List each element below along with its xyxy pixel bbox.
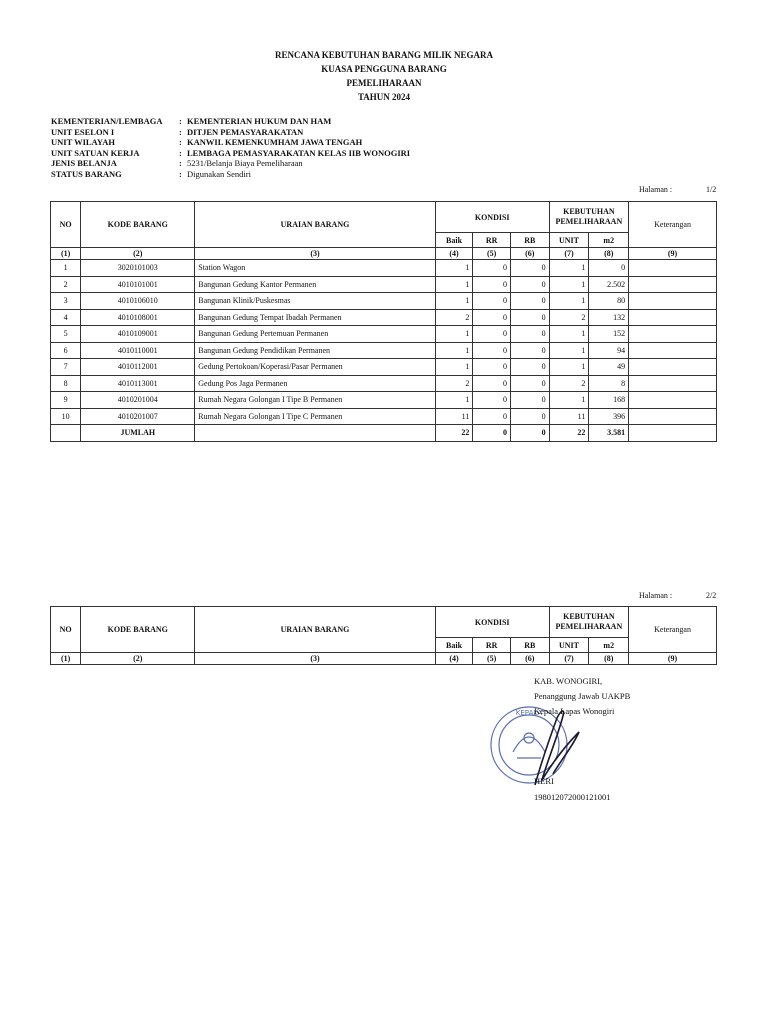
col-kondisi-header: KONDISI <box>435 202 549 233</box>
total-rb: 0 <box>510 425 549 442</box>
total-rr: 0 <box>473 425 511 442</box>
row-kode: 4010113001 <box>81 375 195 392</box>
row-unit: 11 <box>549 408 589 425</box>
row-no: 3 <box>51 293 81 310</box>
row-rr: 0 <box>473 375 511 392</box>
total-unit: 22 <box>549 425 589 442</box>
row-rr: 0 <box>473 293 511 310</box>
row-m2: 132 <box>589 309 629 326</box>
row-no: 9 <box>51 392 81 409</box>
row-rb: 0 <box>510 293 549 310</box>
row-no: 5 <box>51 326 81 343</box>
row-m2: 168 <box>589 392 629 409</box>
row-rr: 0 <box>473 392 511 409</box>
document-title <box>0 48 768 104</box>
row-baik: 1 <box>435 392 473 409</box>
row-uraian: Bangunan Gedung Pertemuan Permanen <box>195 326 435 343</box>
row-baik: 1 <box>435 342 473 359</box>
meta-row: UNIT ESELON I : DITJEN PEMASYARAKATAN <box>51 126 304 137</box>
row-m2: 2.502 <box>589 276 629 293</box>
col-rb-header: RB <box>510 233 549 248</box>
col-kebutuhan-header: KEBUTUHAN PEMELIHARAAN <box>549 607 628 638</box>
table-header-row <box>51 202 717 233</box>
row-keterangan <box>629 359 717 376</box>
col-m2-header: m2 <box>589 233 629 248</box>
table-row <box>51 375 717 392</box>
row-kode: 4010108001 <box>81 309 195 326</box>
row-rr: 0 <box>473 260 511 277</box>
row-rb: 0 <box>510 375 549 392</box>
meta-row: KEMENTERIAN/LEMBAGA : KEMENTERIAN HUKUM DAN HAM <box>51 116 332 126</box>
page-number: 2/2 <box>706 591 717 600</box>
col-kebutuhan-header: KEBUTUHAN PEMELIHARAAN <box>549 202 628 233</box>
row-baik: 1 <box>435 359 473 376</box>
row-m2: 49 <box>589 359 629 376</box>
row-uraian: Bangunan Gedung Kantor Permanen <box>195 276 435 293</box>
col-kode-header: KODE BARANG <box>81 607 195 653</box>
row-kode: 4010201007 <box>81 408 195 425</box>
col-uraian-header: URAIAN BARANG <box>195 202 435 248</box>
row-kode: 4010106010 <box>81 293 195 310</box>
row-rr: 0 <box>473 309 511 326</box>
row-keterangan <box>629 309 717 326</box>
row-no: 10 <box>51 408 81 425</box>
signature-role: Penanggung Jawab UAKPB <box>534 691 631 701</box>
row-kode: 4010112001 <box>81 359 195 376</box>
row-rb: 0 <box>510 359 549 376</box>
table-row <box>51 309 717 326</box>
table-row <box>51 392 717 409</box>
col-no-header: NO <box>51 202 81 248</box>
row-uraian: Rumah Negara Golongan I Tipe C Permanen <box>195 408 435 425</box>
title-line-3: PEMELIHARAAN <box>346 78 422 88</box>
row-uraian: Gedung Pertokoan/Koperasi/Pasar Permanen <box>195 359 435 376</box>
row-keterangan <box>629 342 717 359</box>
row-no: 7 <box>51 359 81 376</box>
row-no: 4 <box>51 309 81 326</box>
row-unit: 1 <box>549 359 589 376</box>
signature-place: KAB. WONOGIRI, <box>534 676 603 686</box>
table-row <box>51 260 717 277</box>
col-m2-header: m2 <box>589 638 629 653</box>
col-no-header: NO <box>51 607 81 653</box>
stamp-text: KEPALA <box>515 709 543 717</box>
row-rb: 0 <box>510 408 549 425</box>
row-keterangan <box>629 276 717 293</box>
row-kode: 4010109001 <box>81 326 195 343</box>
row-rb: 0 <box>510 326 549 343</box>
col-uraian-header: URAIAN BARANG <box>195 607 435 653</box>
title-line-2: KUASA PENGGUNA BARANG <box>321 64 447 74</box>
row-rr: 0 <box>473 276 511 293</box>
row-baik: 11 <box>435 408 473 425</box>
row-no: 1 <box>51 260 81 277</box>
signature-position: Kepala Lapas Wonogiri <box>534 706 615 716</box>
column-index-row: (1) (2) (3) (4) (5) (6) (7) (8) (9) <box>51 653 717 665</box>
row-unit: 1 <box>549 392 589 409</box>
title-line-1: RENCANA KEBUTUHAN BARANG MILIK NEGARA <box>274 50 494 60</box>
row-unit: 1 <box>549 276 589 293</box>
table-row <box>51 326 717 343</box>
row-rr: 0 <box>473 342 511 359</box>
total-m2: 3.581 <box>589 425 629 442</box>
meta-row: UNIT WILAYAH : KANWIL KEMENKUMHAM JAWA TENGAH <box>51 137 363 148</box>
row-unit: 1 <box>549 326 589 343</box>
row-uraian: Gedung Pos Jaga Permanen <box>195 375 435 392</box>
stamp-seal <box>491 707 567 783</box>
row-baik: 2 <box>435 309 473 326</box>
table-row <box>51 293 717 310</box>
col-baik-header: Baik <box>435 638 473 653</box>
row-unit: 2 <box>549 375 589 392</box>
total-label: JUMLAH <box>81 425 195 442</box>
meta-row: STATUS BARANG : Digunakan Sendiri <box>51 168 251 179</box>
rkbmn-table-page-1 <box>50 201 717 442</box>
row-baik: 1 <box>435 326 473 343</box>
title-line-4: TAHUN 2024 <box>357 92 411 102</box>
meta-row: JENIS BELANJA : 5231/Belanja Biaya Pemeliharaan <box>51 158 303 169</box>
row-m2: 8 <box>589 375 629 392</box>
row-rr: 0 <box>473 408 511 425</box>
row-uraian: Station Wagon <box>195 260 435 277</box>
page-number: 1/2 <box>706 185 717 194</box>
row-rb: 0 <box>510 392 549 409</box>
col-rb-header: RB <box>510 638 549 653</box>
row-baik: 1 <box>435 293 473 310</box>
meta-row: UNIT SATUAN KERJA : LEMBAGA PEMASYARAKATAN KELAS IIB WONOGIRI <box>51 147 411 158</box>
table-row <box>51 342 717 359</box>
total-row <box>51 425 717 442</box>
row-no: 8 <box>51 375 81 392</box>
col-kode-header: KODE BARANG <box>81 202 195 248</box>
col-keterangan-header: Keterangan <box>629 202 717 248</box>
row-rb: 0 <box>510 260 549 277</box>
page-label: Halaman : <box>639 185 673 194</box>
row-unit: 1 <box>549 342 589 359</box>
row-m2: 396 <box>589 408 629 425</box>
row-keterangan <box>629 326 717 343</box>
row-m2: 152 <box>589 326 629 343</box>
row-rb: 0 <box>510 276 549 293</box>
row-kode: 3020101003 <box>81 260 195 277</box>
row-rb: 0 <box>510 309 549 326</box>
row-rr: 0 <box>473 359 511 376</box>
row-uraian: Rumah Negara Golongan I Tipe B Permanen <box>195 392 435 409</box>
row-baik: 1 <box>435 260 473 277</box>
page-label: Halaman : <box>639 591 673 600</box>
row-baik: 2 <box>435 375 473 392</box>
col-unit-header: UNIT <box>549 638 589 653</box>
row-keterangan <box>629 260 717 277</box>
row-keterangan <box>629 293 717 310</box>
column-index-row: (1) (2) (3) (4) (5) (6) (7) (8) (9) <box>51 248 717 260</box>
handwritten-signature <box>535 711 579 785</box>
table-row <box>51 359 717 376</box>
col-baik-header: Baik <box>435 233 473 248</box>
row-kode: 4010110001 <box>81 342 195 359</box>
row-no: 2 <box>51 276 81 293</box>
col-keterangan-header: Keterangan <box>629 607 717 653</box>
row-uraian: Bangunan Gedung Tempat Ibadah Permanen <box>195 309 435 326</box>
row-keterangan <box>629 392 717 409</box>
col-rr-header: RR <box>473 233 511 248</box>
row-rb: 0 <box>510 342 549 359</box>
table-row <box>51 276 717 293</box>
meta-block <box>51 116 410 180</box>
table-row <box>51 408 717 425</box>
row-baik: 1 <box>435 276 473 293</box>
table-header-row <box>51 607 717 638</box>
row-uraian: Bangunan Gedung Pendidikan Permanen <box>195 342 435 359</box>
rkbmn-table-page-2 <box>50 606 717 665</box>
row-kode: 4010101001 <box>81 276 195 293</box>
signature-nip: 198012072000121001 <box>534 792 611 802</box>
col-unit-header: UNIT <box>549 233 589 248</box>
row-kode: 4010201004 <box>81 392 195 409</box>
row-unit: 1 <box>549 260 589 277</box>
col-rr-header: RR <box>473 638 511 653</box>
row-unit: 2 <box>549 309 589 326</box>
row-m2: 94 <box>589 342 629 359</box>
row-m2: 80 <box>589 293 629 310</box>
row-keterangan <box>629 408 717 425</box>
row-no: 6 <box>51 342 81 359</box>
row-keterangan <box>629 375 717 392</box>
signature-name: HERI <box>534 776 554 786</box>
row-m2: 0 <box>589 260 629 277</box>
total-baik: 22 <box>435 425 473 442</box>
row-uraian: Bangunan Klinik/Puskesmas <box>195 293 435 310</box>
col-kondisi-header: KONDISI <box>435 607 549 638</box>
row-unit: 1 <box>549 293 589 310</box>
row-rr: 0 <box>473 326 511 343</box>
